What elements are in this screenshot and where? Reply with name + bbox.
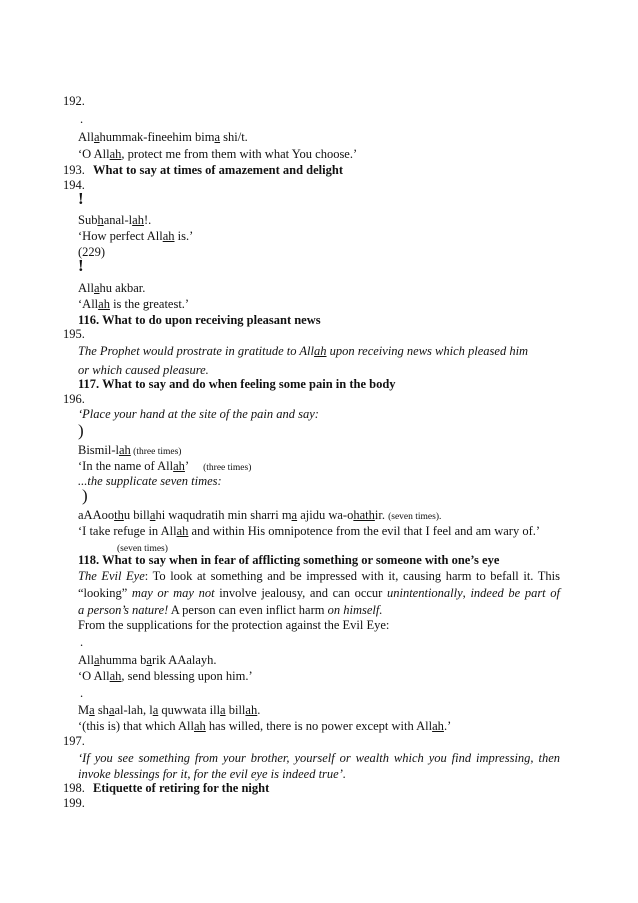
arabic-placeholder-dot: . [80, 686, 84, 700]
narration-line: invoke blessings for it, for the evil eye is indeed true’. [78, 767, 346, 781]
arabic-placeholder-paren: ) [82, 486, 88, 505]
translation-line: ‘How perfect Allah is.’ [78, 229, 194, 243]
item-number-195: 195. [63, 327, 85, 341]
item-number-197: 197. [63, 734, 85, 748]
arabic-placeholder-paren: ) [78, 421, 84, 440]
item-number-198: 198. [63, 781, 85, 795]
translation-line: ‘Allah is the greatest.’ [78, 297, 190, 311]
reference-number: (229) [78, 245, 106, 259]
transliteration-line: Subhanal-lah!. [78, 213, 152, 227]
item-number-194: 194. [63, 178, 85, 192]
narration-line: ‘Place your hand at the site of the pain and say: [78, 407, 319, 421]
translation-line: ‘O Allah, protect me from them with what You choose.’ [78, 147, 358, 161]
transliteration-line: Allahu akbar. [78, 281, 146, 295]
item-number-192: 192. [63, 94, 85, 108]
section-heading: 117. What to say and do when feeling some pain in the body [78, 377, 396, 391]
transliteration-line: Ma shaal-lah, la quwwata illa billah. [78, 703, 261, 717]
definition-line: “looking” may or may not involve jealousy, and can occur unintentionally, indeed be part of [78, 586, 561, 600]
translation-line: ‘In the name of Allah’ (three times) [78, 459, 252, 473]
transliteration-line: aAAoothu billahi waqudratih min sharri ma ajidu wa-ohathir. (seven times). [78, 508, 442, 522]
item-number-193: 193. [63, 163, 85, 177]
arabic-placeholder-dot: . [80, 112, 84, 126]
narration-line: The Prophet would prostrate in gratitude to Allah upon receiving news which pleased him [78, 344, 529, 358]
repeat-note: (seven times) [117, 544, 168, 554]
translation-line: ‘(this is) that which Allah has willed, there is no power except with Allah.’ [78, 719, 452, 733]
translation-line: ‘O Allah, send blessing upon him.’ [78, 669, 253, 683]
narration-line: ...the supplicate seven times: [78, 474, 222, 488]
intro-line: From the supplications for the protection against the Evil Eye: [78, 618, 390, 632]
narration-line: ‘If you see something from your brother, yourself or wealth which you find impressing, then [78, 751, 560, 765]
translation-line: ‘I take refuge in Allah and within His omnipotence from the evil that I feel and am wary of.’ [78, 524, 541, 538]
item-number-196: 196. [63, 392, 85, 406]
section-heading: 118. What to say when in fear of afflicting something or someone with one’s eye [78, 553, 500, 567]
section-heading: 116. What to do upon receiving pleasant news [78, 313, 321, 327]
definition-line: The Evil Eye: To look at something and be impressed with it, causing harm to befall it. This [78, 569, 560, 583]
narration-line: or which caused pleasure. [78, 363, 209, 377]
definition-line: a person’s nature! A person can even inflict harm on himself. [78, 603, 383, 617]
section-heading: Etiquette of retiring for the night [93, 781, 270, 795]
arabic-placeholder-dot: . [80, 635, 84, 649]
transliteration-line: Allahummak-fineehim bima shi/t. [78, 130, 248, 144]
section-heading: What to say at times of amazement and delight [93, 163, 343, 177]
item-number-199: 199. [63, 796, 85, 810]
transliteration-line: Bismil-lah (three times) [78, 443, 182, 457]
arabic-placeholder-exclamation: ! [78, 189, 84, 208]
arabic-placeholder-exclamation: ! [78, 256, 84, 275]
transliteration-line: Allahumma barik AAalayh. [78, 653, 217, 667]
